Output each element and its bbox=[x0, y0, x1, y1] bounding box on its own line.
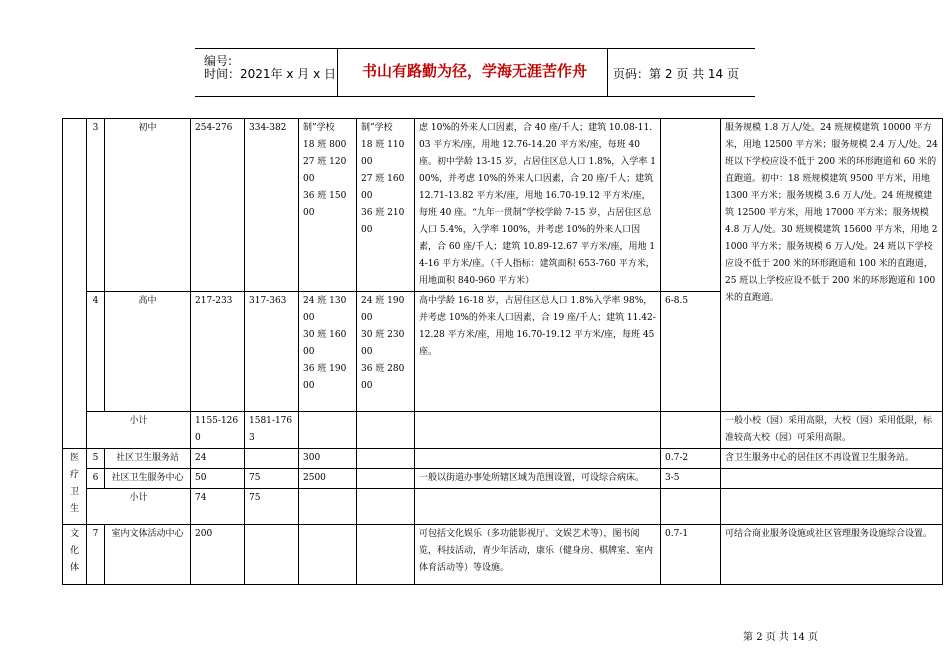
empty-cell bbox=[357, 412, 415, 449]
empty-cell bbox=[415, 449, 661, 469]
cell-class-land bbox=[357, 292, 415, 412]
cell-line: 制”学校 bbox=[361, 123, 393, 133]
cell-line: 36 班 21000 bbox=[361, 208, 405, 235]
table-row-clinic bbox=[63, 449, 943, 469]
doc-date-label: 时间：2021年 x 月 x 日 bbox=[204, 67, 337, 81]
category-medical bbox=[63, 449, 87, 525]
cell-description: 虑 10%的外来人口因素，合 40 座/千人；建筑 10.08-11.03 平方米/座，用地 12.76-14.20 平方米/座，每班 40 座。初中学龄 13-15 岁，占居住区总人口 1.8%，入学率 100%，并考虑 10%的外来人口因素，合 20 座/千人；建筑 12.71-13.82 平方米/座，用地 16.70-19.12 平方米/座，每班 40 座。“九年一贯制”学校学龄 7-15 岁，占居住区总人口 5.4%，入学率 100%，并考虑 10%的外来人口因素，合 60 座/千人；建筑 10.89-12.67 平方米/座，用地 14-16 平方米/座。（千人指标：建筑面积 653-760 平方米，用地面积 840-960 平方米） bbox=[415, 119, 661, 292]
cell-value-1: 50 bbox=[191, 469, 245, 489]
empty-cell bbox=[721, 469, 943, 489]
cell-line: 30 班 23000 bbox=[361, 330, 405, 357]
category-char: 卫 bbox=[69, 487, 79, 497]
header-bottom-rule bbox=[195, 96, 755, 97]
empty-cell bbox=[357, 449, 415, 469]
category-char: 疗 bbox=[69, 470, 79, 480]
page-footer: 第 2 页 共 14 页 bbox=[743, 632, 818, 643]
header-divider-left bbox=[337, 48, 338, 96]
category-culture bbox=[63, 525, 87, 585]
cell-line: 27 班 16000 bbox=[361, 174, 405, 201]
category-char: 体 bbox=[69, 563, 79, 573]
category-char: 生 bbox=[69, 504, 79, 514]
subtotal-label: 小计 bbox=[87, 489, 191, 525]
row-number: 3 bbox=[87, 119, 105, 292]
cell-value-1: 1155-1260 bbox=[191, 412, 245, 449]
category-char: 医 bbox=[69, 453, 79, 463]
row-number: 5 bbox=[87, 449, 105, 469]
cell-class-land bbox=[357, 119, 415, 292]
facility-standards-table bbox=[62, 118, 943, 585]
row-number: 4 bbox=[87, 292, 105, 412]
cell-value-2: 75 bbox=[245, 489, 299, 525]
empty-cell bbox=[245, 525, 299, 585]
cell-value-1: 217-233 bbox=[191, 292, 245, 412]
cell-line: 制”学校 bbox=[303, 123, 335, 133]
cell-remarks: 含卫生服务中心的居住区不再设置卫生服务站。 bbox=[721, 449, 943, 469]
facility-name: 社区卫生服务站 bbox=[105, 449, 191, 469]
cell-value-2: 75 bbox=[245, 469, 299, 489]
cell-value-2: 1581-1763 bbox=[245, 412, 299, 449]
cell-remarks: 可结合商业服务设施或社区管理服务设施综合设置。 bbox=[721, 525, 943, 585]
cell-class-building: 2500 bbox=[299, 469, 357, 489]
cell-line: 36 班 19000 bbox=[303, 364, 347, 391]
cell-description: 可包括文化娱乐（多功能影视厅、文娱艺术等），图书阅览，科技活动，青少年活动，康乐（健身房、棋牌室、室内体育活动等）等设施。 bbox=[415, 525, 661, 585]
empty-cell bbox=[357, 525, 415, 585]
cell-line: 18 班 11000 bbox=[361, 140, 405, 167]
table-row-middle-school bbox=[63, 119, 943, 292]
header-motto: 书山有路勤为径，学海无涯苦作舟 bbox=[361, 62, 587, 80]
table-row-subtotal-education bbox=[63, 412, 943, 449]
cell-radius: 0.7-1 bbox=[661, 525, 721, 585]
table-row-subtotal-medical bbox=[63, 489, 943, 525]
doc-number-label: 编号: bbox=[204, 54, 233, 68]
facility-name: 室内文体活动中心 bbox=[105, 525, 191, 585]
cell-radius: 3-5 bbox=[661, 469, 721, 489]
cell-class-building: 300 bbox=[299, 449, 357, 469]
empty-cell bbox=[245, 449, 299, 469]
category-cell-education bbox=[63, 119, 87, 449]
table-row-health-center bbox=[63, 469, 943, 489]
cell-value-2: 334-382 bbox=[245, 119, 299, 292]
empty-cell bbox=[415, 412, 661, 449]
cell-line: 24 班 13000 bbox=[303, 296, 347, 323]
cell-description: 高中学龄 16-18 岁，占居住区总人口 1.8%入学率 98%，并考虑 10%的外来人口因素，合 19 座/千人；建筑 11.42-12.28 平方米/座，用地 16.70-19.12 平方米/座，每班 45 座。 bbox=[415, 292, 661, 412]
cell-radius: 6-8.5 bbox=[661, 292, 721, 412]
header-divider-right bbox=[607, 48, 608, 96]
cell-line: 18 班 800 bbox=[303, 140, 347, 150]
cell-line: 27 班 12000 bbox=[303, 157, 347, 184]
header-page-label: 页码：第 2 页 共 14 页 bbox=[613, 67, 739, 81]
empty-cell bbox=[357, 489, 415, 525]
cell-line: 24 班 19000 bbox=[361, 296, 405, 323]
cell-description: 一般以街道办事处所辖区域为范围设置，可设综合病床。 bbox=[415, 469, 661, 489]
cell-line: 30 班 16000 bbox=[303, 330, 347, 357]
empty-cell bbox=[299, 489, 357, 525]
facility-name: 社区卫生服务中心 bbox=[105, 469, 191, 489]
cell-value-1: 24 bbox=[191, 449, 245, 469]
empty-cell bbox=[357, 469, 415, 489]
cell-value-2: 317-363 bbox=[245, 292, 299, 412]
cell-class-building bbox=[299, 119, 357, 292]
empty-cell bbox=[299, 525, 357, 585]
row-number: 6 bbox=[87, 469, 105, 489]
cell-value-1: 74 bbox=[191, 489, 245, 525]
cell-value-1: 254-276 bbox=[191, 119, 245, 292]
row-number: 7 bbox=[87, 525, 105, 585]
cell-line: 36 班 15000 bbox=[303, 191, 347, 218]
header-top-rule bbox=[195, 48, 755, 49]
cell-remarks: 一般小校（园）采用高限，大校（园）采用低限，标准较高大校（园）可采用高限。 bbox=[721, 412, 943, 449]
cell-class-building bbox=[299, 292, 357, 412]
cell-line: 36 班 28000 bbox=[361, 364, 405, 391]
cell-remarks: 服务规模 1.8 万人/处。24 班规模建筑 10000 平方米，用地 12500 平方米；服务规模 2.4 万人/处。24 班以下学校应设不低于 200 米的环形跑道和 60 米的直跑道。初中：18 班规模建筑 9500 平方米，用地 1300 平方米；服务规模 3.6 万人/处。24 班规模建筑 12500 平方米，用地 17000 平方米；服务规模 4.8 万人/处。30 班规模建筑 15600 平方米，用地 21000 平方米；服务规模 6 万人/处。24 班以下学校应设不低于 200 米的环形跑道和 100 米的直跑道，25 班以上学校应设不低于 200 米的环形跑道和 100 米的直跑道。 bbox=[721, 119, 943, 412]
empty-cell bbox=[721, 489, 943, 525]
facility-name: 初中 bbox=[105, 119, 191, 292]
subtotal-label: 小计 bbox=[87, 412, 191, 449]
category-char: 文 bbox=[69, 529, 79, 539]
empty-cell bbox=[415, 489, 661, 525]
cell-radius: 0.7-2 bbox=[661, 449, 721, 469]
empty-cell bbox=[299, 412, 357, 449]
table-row-culture-center bbox=[63, 525, 943, 585]
cell-radius bbox=[661, 119, 721, 292]
empty-cell bbox=[661, 489, 721, 525]
cell-value-1: 200 bbox=[191, 525, 245, 585]
facility-name: 高中 bbox=[105, 292, 191, 412]
category-char: 化 bbox=[69, 546, 79, 556]
empty-cell bbox=[661, 412, 721, 449]
